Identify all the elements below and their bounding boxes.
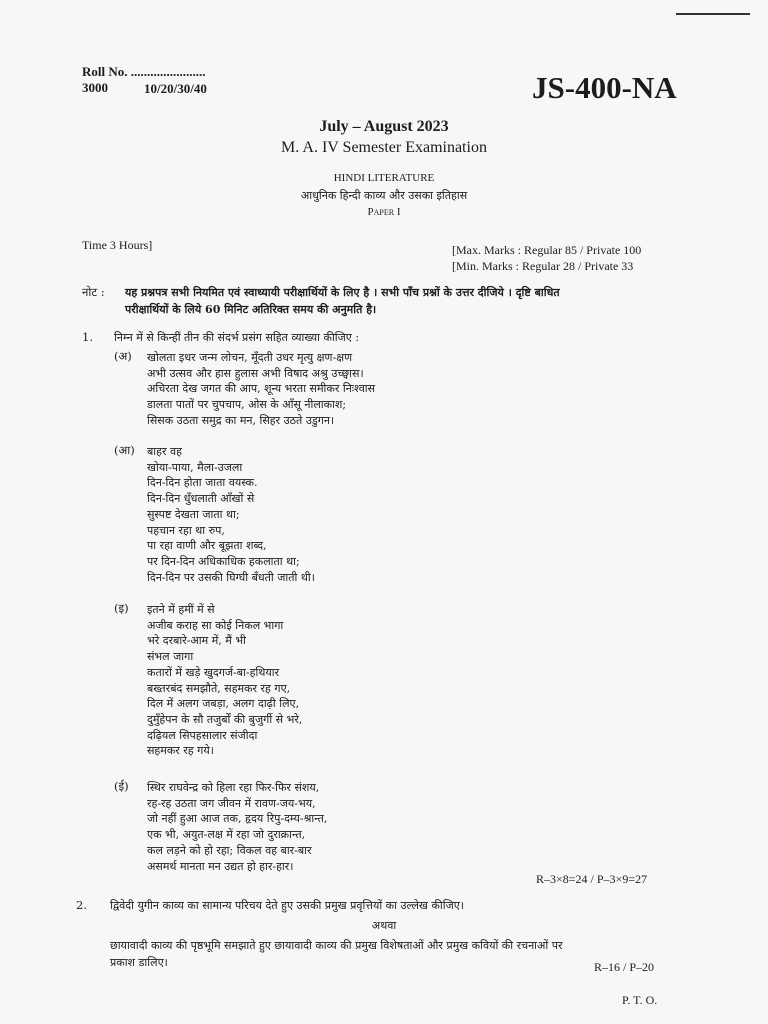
q2-marks: R–16 / P–20 bbox=[594, 960, 655, 974]
roll-number: Roll No. ....................... bbox=[82, 64, 206, 79]
part-aa-poem bbox=[147, 444, 315, 585]
q2-alt-line-1: छायावादी काव्य की पृष्ठभूमि समझाते हुए छायावादी काव्य की प्रमुख विशेषताओं और प्रमुख कवियों की रचनाओं पर bbox=[110, 939, 563, 952]
poem-line: दिन-दिन पर उसकी घिग्घी बँधती जाती थी। bbox=[147, 570, 315, 584]
poem-line: रह-रह उठता जग जीवन में रावण-जय-भय, bbox=[147, 796, 316, 810]
poem-line: संभल जागा bbox=[147, 650, 194, 664]
paper-code: JS-400-NA bbox=[532, 70, 677, 105]
q1-marks: R–3×8=24 / P–3×9=27 bbox=[536, 872, 648, 886]
page-turn-over: P. T. O. bbox=[622, 993, 658, 1007]
poem-line: एक भी, अयुत-लक्ष में रहा जो दुराक्रान्त, bbox=[147, 828, 306, 842]
poem-line: असमर्थ मानता मन उद्यत हो हार-हार। bbox=[147, 859, 294, 873]
poem-line: खोलता इधर जन्म लोचन, मूँदती उधर मृत्यु क्षण-क्षण bbox=[147, 351, 353, 364]
poem-line: सहमकर रह गये। bbox=[147, 744, 214, 758]
poem-line: बख्तरबंद समझौते, सहमकर रह गए, bbox=[147, 681, 291, 695]
part-a-poem bbox=[147, 350, 375, 429]
poem-line: इतने में हमीं में से bbox=[147, 603, 215, 616]
poem-line: खोया-पाया, मैला-उजला bbox=[147, 460, 243, 474]
poem-line: सिसक उठता समुद्र का मन, सिहर उठते उडुगन। bbox=[147, 413, 335, 427]
code-series: 10/20/30/40 bbox=[144, 81, 207, 96]
note-label: नोट : bbox=[82, 285, 105, 299]
poem-line: डालता पातों पर चुपचाप, ओस के आँसू नीलाकाश; bbox=[147, 398, 347, 412]
max-marks: [Max. Marks : Regular 85 / Private 100 bbox=[452, 243, 642, 257]
poem-line: जो नहीं हुआ आज तक, हृदय रिपु-दम्य-श्रान्त, bbox=[147, 812, 328, 826]
part-ii-label: (ई) bbox=[114, 779, 129, 793]
part-a-label: (अ) bbox=[114, 349, 132, 363]
poem-line: अचिरता देख जगत की आप, शून्य भरता समीकर निःश्वास bbox=[147, 382, 376, 396]
q1-number: 1. bbox=[82, 330, 93, 344]
poem-line: पर दिन-दिन अधिकाधिक हकलाता था; bbox=[147, 554, 300, 568]
note-line-1: यह प्रश्नपत्र सभी नियमित एवं स्वाध्यायी परीक्षार्थियों के लिए है । सभी पाँच प्रश्नों के उत्तर दीजिये । दृष्टि बाधित bbox=[125, 286, 560, 299]
q1-text: निम्न में से किन्हीं तीन की संदर्भ प्रसंग सहित व्याख्या कीजिए : bbox=[114, 331, 360, 344]
scan-mark bbox=[676, 13, 750, 15]
poem-line: दिल में अलग जबड़ा, अलग दाढ़ी लिए, bbox=[147, 697, 300, 711]
exam-title: M. A. IV Semester Examination bbox=[281, 139, 487, 156]
part-aa-label: (आ) bbox=[114, 443, 135, 457]
paper-title: आधुनिक हिन्दी काव्य और उसका इतिहास bbox=[300, 189, 468, 202]
poem-line: पहचान रहा था रुप, bbox=[147, 523, 225, 537]
session: July – August 2023 bbox=[319, 118, 449, 135]
part-i-poem bbox=[147, 602, 302, 759]
poem-line: दिन-दिन होता जाता वयस्क. bbox=[147, 476, 258, 490]
poem-line: दुमुँहेपन के सौ तजुर्बों की बुजुर्गी से भरे, bbox=[147, 712, 303, 726]
note-line-2: परीक्षार्थियों के लिये 60 मिनिट अतिरिक्त समय की अनुमति है। bbox=[125, 303, 377, 316]
poem-line: सुस्पष्ट देखता जाता था; bbox=[147, 507, 240, 521]
poem-line: भरे दरबारे-आम में, मैं भी bbox=[147, 634, 246, 648]
poem-line: पा रहा वाणी और बूझता शब्द, bbox=[147, 539, 267, 553]
poem-line: कतारों में खड़े खुदगर्ज-बा-हथियार bbox=[147, 665, 280, 679]
poem-line: बाहर वह bbox=[147, 445, 182, 458]
min-marks: [Min. Marks : Regular 28 / Private 33 bbox=[452, 259, 634, 273]
subject: HINDI LITERATURE bbox=[333, 172, 435, 184]
poem-line: कल लड़ने को हो रहा; विकल वह बार-बार bbox=[147, 843, 312, 857]
q2-alt-line-2: प्रकाश डालिए। bbox=[110, 956, 168, 969]
poem-line: अभी उत्सव और हास हुलास अभी विषाद अश्रु उच्छ्वास। bbox=[147, 366, 364, 380]
poem-line: स्थिर राघवेन्द्र को हिला रहा फिर-फिर संशय, bbox=[147, 781, 320, 794]
poem-line: अजीब कराह सा कोई निकल भागा bbox=[147, 618, 284, 632]
or-separator: अथवा bbox=[371, 919, 397, 932]
part-ii-poem bbox=[147, 780, 327, 874]
code-line: 3000 bbox=[82, 80, 108, 95]
q2-text: द्विवेदी युगीन काव्य का सामान्य परिचय देते हुए उसकी प्रमुख प्रवृत्तियों का उल्लेख कीजिए। bbox=[110, 899, 464, 912]
poem-line: दिन-दिन धुँधलाती आँखों से bbox=[147, 492, 255, 506]
part-i-label: (इ) bbox=[114, 601, 129, 615]
paper-number: Paper I bbox=[367, 206, 401, 218]
poem-line: दढ़ियल सिपहसालार संजीदा bbox=[147, 728, 258, 742]
time-allowed: Time 3 Hours] bbox=[82, 238, 153, 252]
q2-number: 2. bbox=[76, 898, 87, 912]
